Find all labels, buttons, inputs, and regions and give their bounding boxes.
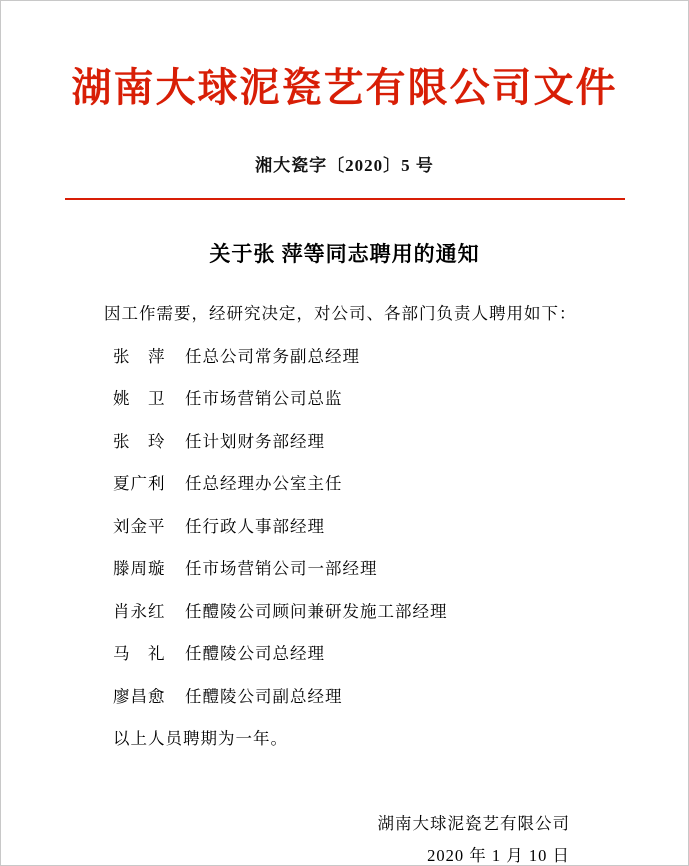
appointee-post: 任醴陵公司顾问兼研发施工部经理 <box>185 601 448 621</box>
red-divider-rule <box>65 198 625 200</box>
appointee-name: 廖昌愈 <box>113 686 166 706</box>
appointee-post: 任醴陵公司副总经理 <box>185 686 343 706</box>
appointee-post: 任市场营销公司一部经理 <box>185 559 378 578</box>
list-item <box>71 646 618 663</box>
appointee-post: 任醴陵公司总经理 <box>185 644 325 663</box>
appointee-post: 任市场营销公司总监 <box>185 389 343 408</box>
list-item <box>71 516 618 536</box>
document-title: 湖南大球泥瓷艺有限公司文件 <box>71 64 618 111</box>
appointee-name: 夏广利 <box>113 474 166 493</box>
list-item <box>71 561 618 578</box>
document-body <box>71 306 618 748</box>
appointee-post: 任计划财务部经理 <box>185 431 325 451</box>
list-item <box>71 391 618 408</box>
list-item <box>71 476 618 493</box>
appointee-post: 任总经理办公室主任 <box>185 474 343 493</box>
list-item <box>71 601 618 621</box>
document-subject: 关于张 萍等同志聘用的通知 <box>209 242 480 266</box>
appointee-name: 马 礼 <box>113 644 166 663</box>
signature-date: 2020 年 1 月 10 日 <box>427 845 570 865</box>
appointee-post: 任行政人事部经理 <box>185 516 325 536</box>
appointment-list <box>71 346 618 706</box>
list-item <box>71 431 618 451</box>
appointee-name: 肖永红 <box>113 601 166 621</box>
appointee-name: 姚 卫 <box>113 389 166 408</box>
signature-organization: 湖南大球泥瓷艺有限公司 <box>377 813 570 833</box>
list-item <box>71 686 618 706</box>
closing-paragraph: 以上人员聘期为一年。 <box>113 729 288 748</box>
appointee-name: 刘金平 <box>113 516 166 536</box>
appointee-name: 张 萍 <box>113 346 166 366</box>
document-number: 湘大瓷字〔2020〕5 号 <box>255 156 434 175</box>
intro-paragraph: 因工作需要，经研究决定，对公司、各部门负责人聘用如下： <box>104 304 577 323</box>
appointee-post: 任总公司常务副总经理 <box>185 346 360 366</box>
appointee-name: 张 玲 <box>113 431 166 451</box>
list-item <box>71 346 618 366</box>
appointee-name: 滕周璇 <box>113 559 166 578</box>
